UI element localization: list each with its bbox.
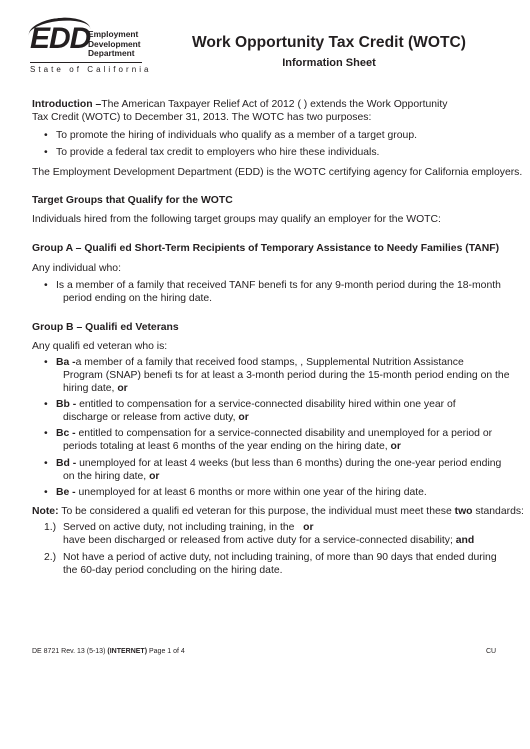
form-footer — [32, 648, 185, 655]
group-a-bullet-line-1: Is a member of a family that received TANF benefi ts for any 9-month period during the 18-month — [56, 280, 501, 291]
footer-code: CU — [486, 648, 497, 655]
group-b-item-ba-line-1 — [56, 356, 464, 369]
note-two: two — [454, 506, 473, 517]
intro-line-1 — [32, 98, 447, 111]
group-b-lead: Any qualifi ed veteran who is: — [32, 341, 168, 352]
note-item-2-number: 2.) — [44, 552, 57, 563]
group-b-item-ba-line-3 — [63, 382, 128, 395]
group-b-item-bd-line-2 — [63, 470, 159, 483]
note-text-end: standards: — [475, 506, 524, 517]
item-text: unemployed for at least 4 weeks (but less than 6 months) during the one-year period ending — [79, 458, 502, 469]
item-text: periods totaling at least 6 months of the year ending on the hiring date, — [63, 441, 388, 452]
logo-words — [88, 30, 141, 59]
group-b-item-bc-line-1 — [56, 427, 492, 440]
intro-bullet-1: To promote the hiring of individuals who qualify as a member of a target group. — [56, 130, 417, 141]
note-item-text: Served on active duty, not including training, in the — [63, 522, 295, 533]
form-number: DE 8721 Rev. 13 (5-13) — [32, 648, 106, 655]
bullet-icon: • — [44, 280, 48, 291]
bullet-icon: • — [44, 399, 48, 410]
target-groups-text: Individuals hired from the following target groups may qualify an employer for the WOTC: — [32, 214, 441, 225]
note-item-2-line-2: the 60-day period concluding on the hiring date. — [63, 565, 283, 576]
note-line — [32, 505, 524, 518]
note-item-1-line-1 — [63, 521, 314, 534]
item-or: or — [117, 383, 128, 394]
target-groups-heading: Target Groups that Qualify for the WOTC — [32, 195, 233, 206]
item-text: discharge or release from active duty, — [63, 412, 236, 423]
page-title: Work Opportunity Tax Credit (WOTC) — [191, 34, 467, 51]
certifying-agency-text: The Employment Development Department (EDD) is the WOTC certifying agency for California employers. — [32, 167, 523, 178]
note-item-text: have been discharged or released from active duty for a service-connected disability; — [63, 535, 453, 546]
item-code: Bc - — [56, 428, 76, 439]
bullet-icon: • — [44, 487, 48, 498]
intro-line-2: Tax Credit (WOTC) to December 31, 2013. The WOTC has two purposes: — [32, 112, 372, 123]
bullet-icon: • — [44, 357, 48, 368]
bullet-icon: • — [44, 130, 48, 141]
group-b-heading: Group B – Qualifi ed Veterans — [32, 322, 179, 333]
bullet-icon: • — [44, 458, 48, 469]
item-text: unemployed for at least 6 months or more within one year of the hiring date. — [78, 487, 427, 498]
item-or: or — [149, 471, 160, 482]
page-number: Page 1 of 4 — [149, 648, 185, 655]
logo-line-employment: Employment — [88, 29, 139, 39]
edd-logo — [30, 10, 152, 74]
group-b-item-bd-line-1 — [56, 457, 501, 470]
item-text: a member of a family that received food stamps, , Supplemental Nutrition Assistance — [75, 357, 464, 368]
item-code: Bb - — [56, 399, 77, 410]
logo-divider — [30, 62, 142, 63]
logo-state: State of California — [30, 65, 152, 74]
item-text: entitled to compensation for a service-connected disability hired within one year of — [79, 399, 456, 410]
logo-mark: EDD — [30, 22, 91, 55]
note-item-and: and — [455, 535, 475, 546]
intro-bullet-2: To provide a federal tax credit to employers who hire these individuals. — [56, 147, 380, 158]
note-text: To be considered a qualifi ed veteran for this purpose, the individual must meet these — [61, 506, 452, 517]
item-or: or — [238, 412, 249, 423]
bullet-icon: • — [44, 147, 48, 158]
intro-label: Introduction – — [32, 99, 102, 110]
intro-text-1: The American Taxpayer Relief Act of 2012 ( ) extends the Work Opportunity — [101, 99, 448, 110]
group-b-item-bb-line-1 — [56, 398, 456, 411]
group-a-bullet-line-2: period ending on the hiring date. — [63, 293, 213, 304]
bullet-icon: • — [44, 428, 48, 439]
item-text: entitled to compensation for a service-connected disability and unemployed for a period or — [78, 428, 493, 439]
item-code: Bd - — [56, 458, 77, 469]
item-or: or — [390, 441, 401, 452]
item-code: Be - — [56, 487, 76, 498]
group-b-item-ba-line-2: Program (SNAP) benefi ts for at least a 3-month period during the 15-month period ending on the — [63, 370, 510, 381]
logo-line-department: Department — [88, 48, 135, 58]
item-text: hiring date, — [63, 383, 115, 394]
note-item-1-number: 1.) — [44, 522, 57, 533]
page-subtitle: Information Sheet — [282, 57, 376, 69]
group-a-heading: Group A – Qualifi ed Short-Term Recipients of Temporary Assistance to Needy Families (TANF) — [32, 243, 500, 254]
note-item-or: or — [303, 522, 314, 533]
group-a-lead: Any individual who: — [32, 263, 121, 274]
form-internet: (INTERNET) — [107, 648, 148, 655]
logo-line-development: Development — [88, 38, 141, 49]
group-b-item-be-line-1 — [56, 486, 427, 499]
group-b-item-bc-line-2 — [63, 440, 401, 453]
note-item-2-line-1: Not have a period of active duty, not including training, of more than 90 days that ended during — [63, 552, 497, 563]
item-text: on the hiring date, — [63, 471, 147, 482]
group-b-item-bb-line-2 — [63, 411, 249, 424]
note-item-1-line-2 — [63, 534, 474, 547]
item-code: Ba - — [56, 357, 76, 368]
note-label: Note: — [32, 506, 59, 517]
